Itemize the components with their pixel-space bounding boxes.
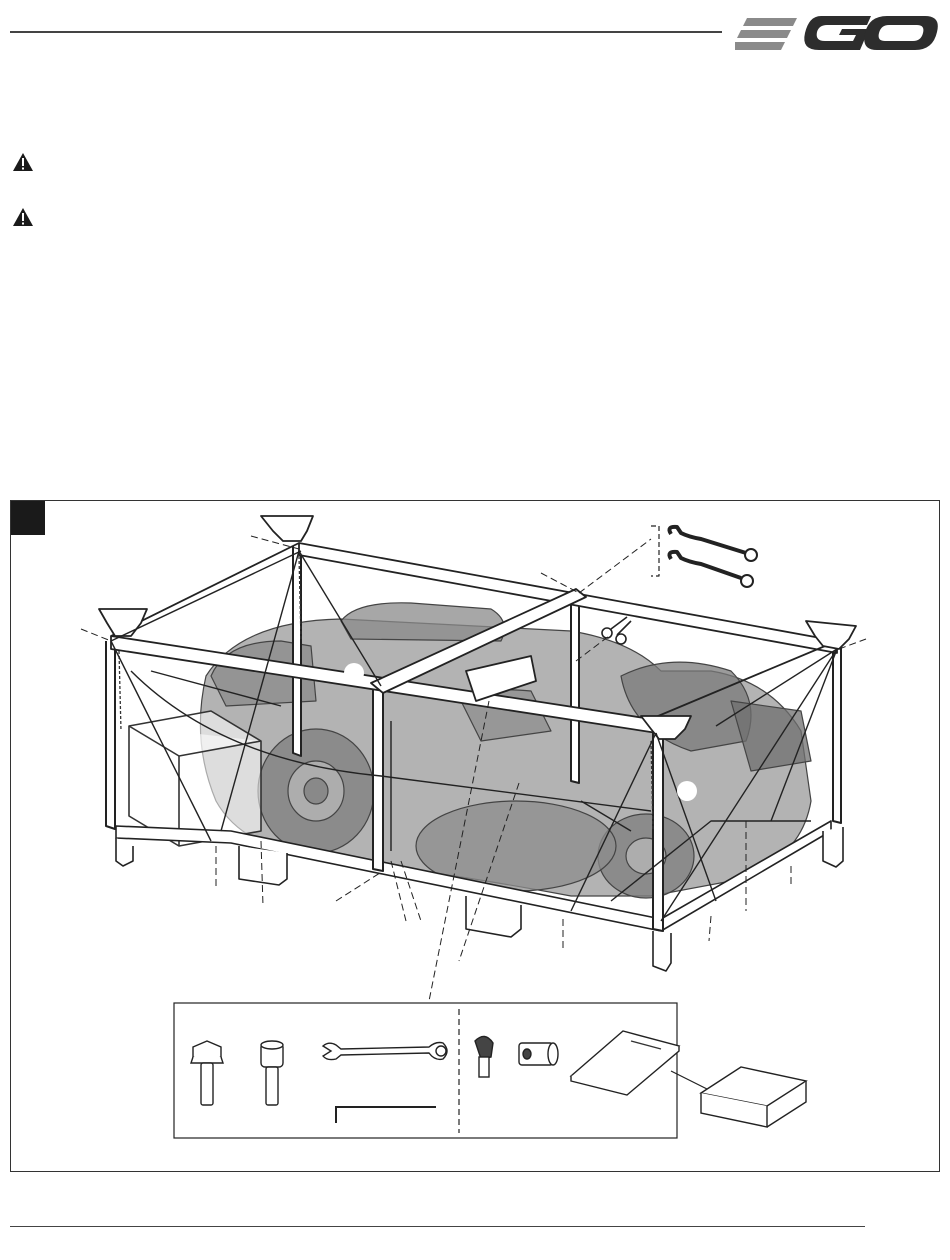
warning-triangle-icon xyxy=(12,207,34,227)
crate-illustration xyxy=(11,501,941,1173)
parts-bag-panel xyxy=(174,1003,731,1138)
wrench-icon xyxy=(669,527,757,561)
nut-icon xyxy=(519,1043,558,1065)
parts-box xyxy=(701,1067,806,1127)
header-rule xyxy=(10,31,722,33)
footer-rule xyxy=(10,1226,865,1227)
ego-logo xyxy=(735,8,940,56)
figure-frame xyxy=(10,500,940,1172)
wrench-icon xyxy=(669,552,753,587)
battery-box xyxy=(129,711,261,846)
warning-triangle-icon xyxy=(12,152,34,172)
